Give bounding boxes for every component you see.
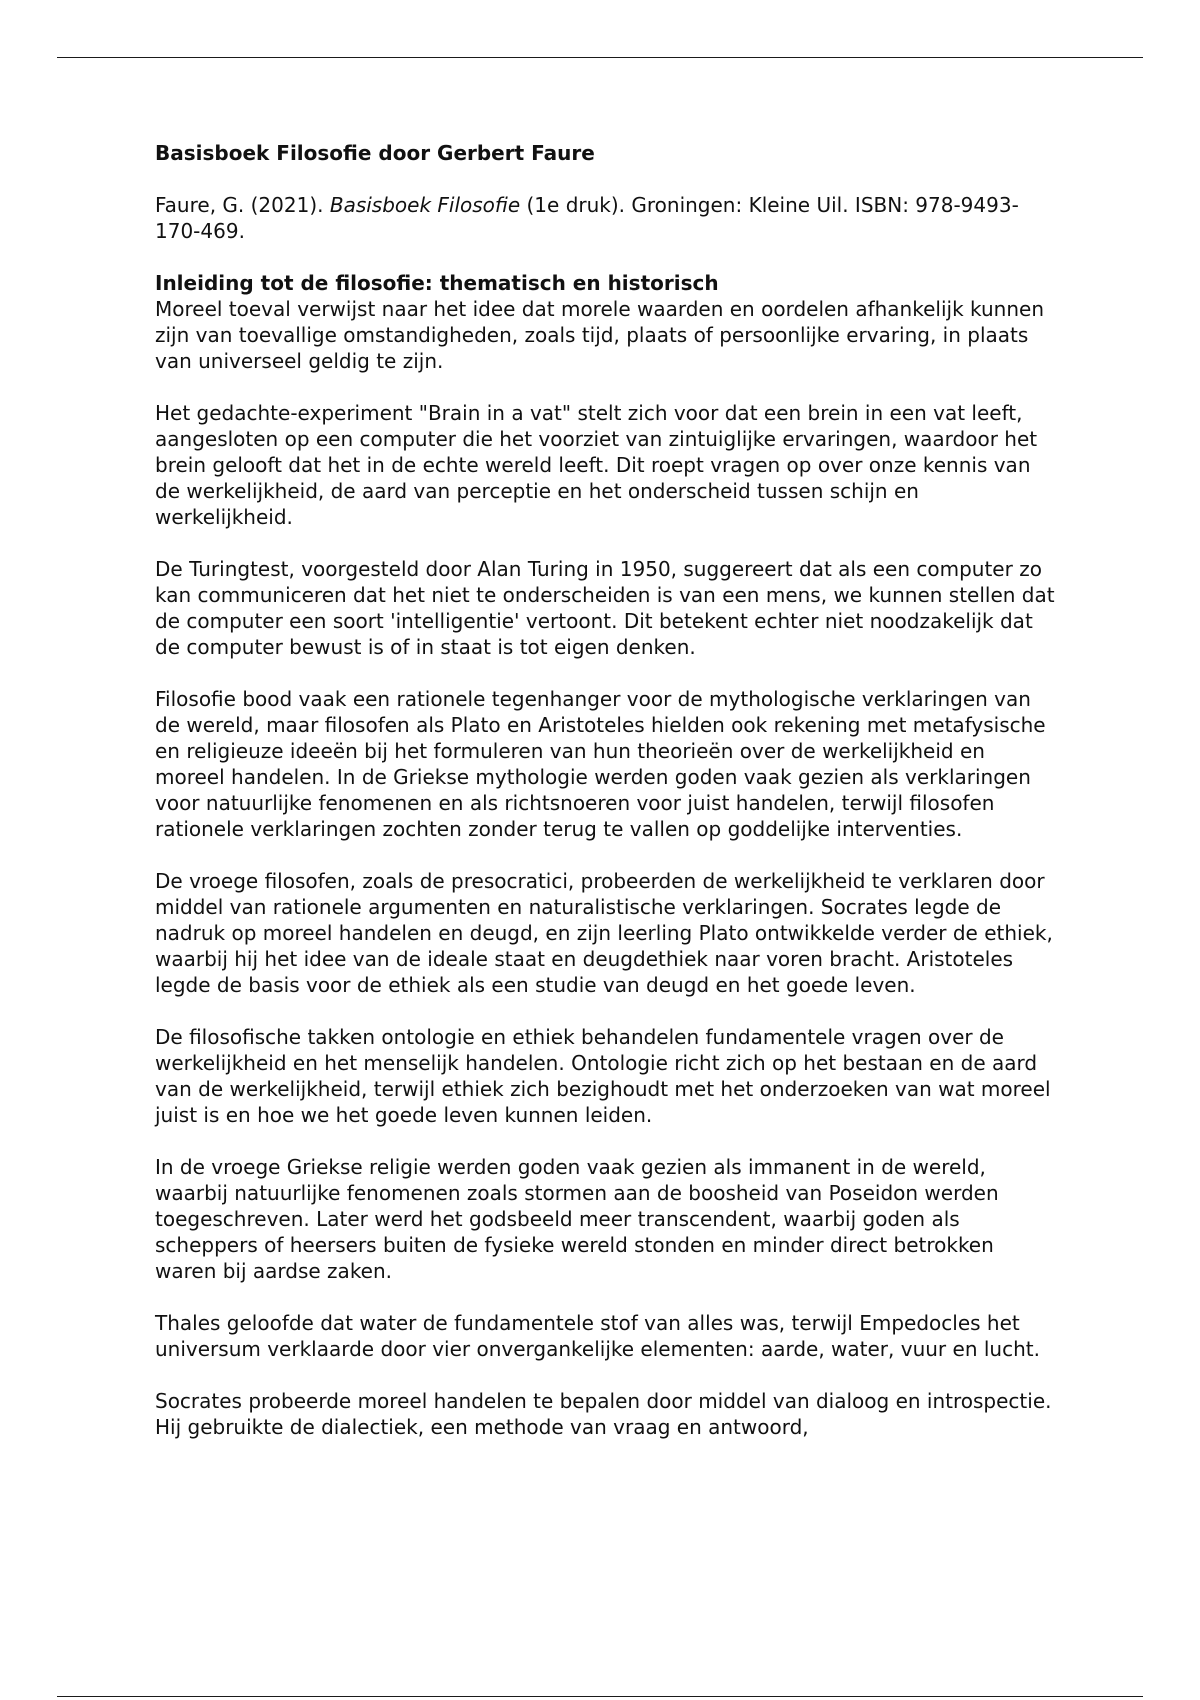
paragraph: Moreel toeval verwijst naar het idee dat morele waarden en oordelen afhankelijk kunnen zijn van toevallige omstandigheden, zoals tijd, plaats of persoonlijke ervaring, in plaats van universeel geldig te zijn.	[155, 297, 1044, 373]
citation-book-title: Basisboek Filosofie	[329, 193, 521, 217]
paragraph: De vroege filosofen, zoals de presocratici, probeerden de werkelijkheid te verklaren door middel van rationele argumenten en naturalistische verklaringen. Socrates legde de nadruk op moreel handelen en deugd, en zijn leerling Plato ontwikkelde verder de ethiek, waarbij hij het idee van de ideale staat en deugdethiek naar voren bracht. Aristoteles legde de basis voor de ethiek als een studie van deugd en het goede leven.	[155, 869, 1053, 997]
paragraph: De Turingtest, voorgesteld door Alan Turing in 1950, suggereert dat als een computer zo kan communiceren dat het niet te onderscheiden is van een mens, we kunnen stellen dat de computer een soort 'intelligentie' vertoont. Dit betekent echter niet noodzakelijk dat de computer bewust is of in staat is tot eigen denken.	[155, 557, 1055, 659]
paragraph: Socrates probeerde moreel handelen te bepalen door middel van dialoog en introspectie. Hij gebruikte de dialectiek, een methode van vraag en antwoord,	[155, 1389, 1052, 1439]
citation-before: Faure, G. (2021).	[155, 193, 330, 217]
document-title: Basisboek Filosofie door Gerbert Faure	[155, 141, 595, 165]
footer-rule	[57, 1696, 1143, 1697]
document-body	[155, 140, 1060, 1440]
paragraph: Thales geloofde dat water de fundamentele stof van alles was, terwijl Empedocles het universum verklaarde door vier onvergankelijke elementen: aarde, water, vuur en lucht.	[155, 1311, 1040, 1361]
header-rule	[57, 57, 1143, 58]
paragraph: De filosofische takken ontologie en ethiek behandelen fundamentele vragen over de werkelijkheid en het menselijk handelen. Ontologie richt zich op het bestaan en de aard van de werkelijkheid, terwijl ethiek zich bezighoudt met het onderzoeken van wat moreel juist is en hoe we het goede leven kunnen leiden.	[155, 1025, 1051, 1127]
section-heading: Inleiding tot de filosofie: thematisch en historisch	[155, 271, 719, 295]
paragraph: Het gedachte-experiment "Brain in a vat" stelt zich voor dat een brein in een vat leeft, aangesloten op een computer die het voorziet van zintuiglijke ervaringen, waardoor het brein gelooft dat het in de echte wereld leeft. Dit roept vragen op over onze kennis van de werkelijkheid, de aard van perceptie en het onderscheid tussen schijn en werkelijkheid.	[155, 401, 1038, 529]
paragraph: In de vroege Griekse religie werden goden vaak gezien als immanent in de wereld, waarbij natuurlijke fenomenen zoals stormen aan de boosheid van Poseidon werden toegeschreven. Later werd het godsbeeld meer transcendent, waarbij goden als scheppers of heersers buiten de fysieke wereld stonden en minder direct betrokken waren bij aardse zaken.	[155, 1155, 999, 1283]
citation-after: (1e druk). Groningen: Kleine Uil. ISBN: 978-9493-170-469.	[155, 193, 1019, 243]
paragraph: Filosofie bood vaak een rationele tegenhanger voor de mythologische verklaringen van de wereld, maar filosofen als Plato en Aristoteles hielden ook rekening met metafysische en religieuze ideeën bij het formuleren van hun theorieën over de werkelijkheid en moreel handelen. In de Griekse mythologie werden goden vaak gezien als verklaringen voor natuurlijke fenomenen en als richtsnoeren voor juist handelen, terwijl filosofen rationele verklaringen zochten zonder terug te vallen op goddelijke interventies.	[155, 687, 1046, 841]
citation	[155, 192, 1060, 244]
